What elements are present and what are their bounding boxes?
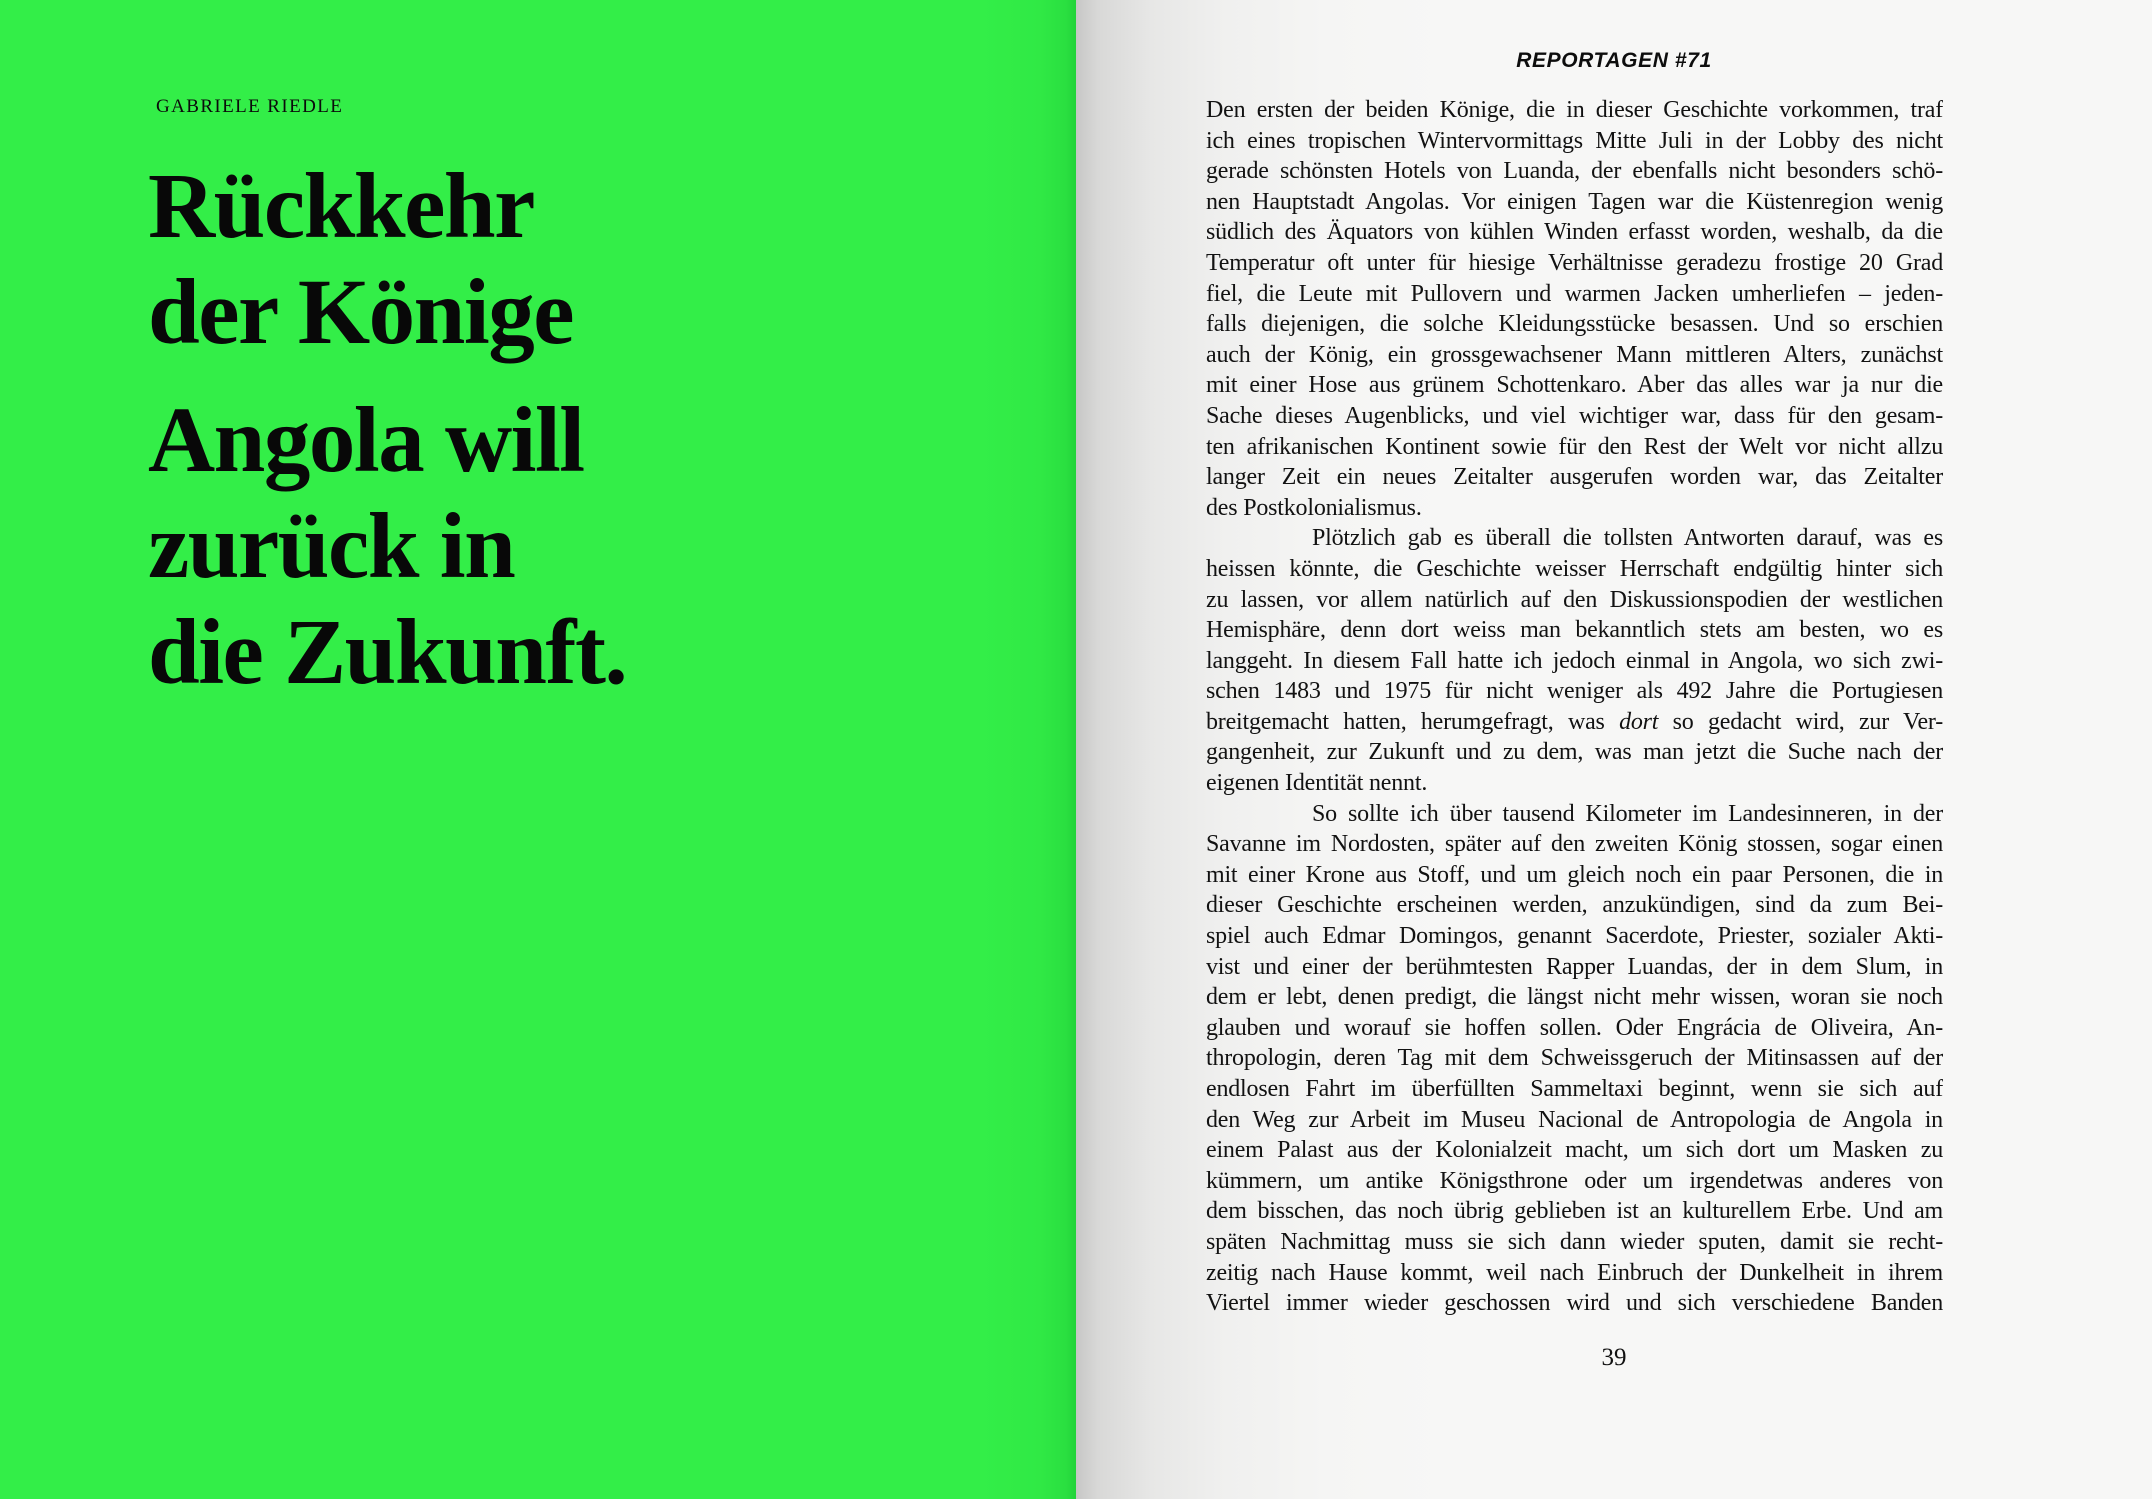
article-line: Savanne im Nordosten, später auf den zweiten König stossen, sogar einen <box>1206 831 1943 858</box>
article-line: thropologin, deren Tag mit dem Schweissgeruch der Mitinsassen auf der <box>1206 1045 1943 1072</box>
article-line: dieser Geschichte erscheinen werden, anzukündigen, sind da zum Bei- <box>1206 892 1943 919</box>
title-line: der Könige <box>148 261 574 364</box>
article-line: Den ersten der beiden Könige, die in dieser Geschichte vorkommen, traf <box>1206 97 1943 123</box>
article-line: Temperatur oft unter für hiesige Verhältnisse geradezu frostige 20 Grad <box>1206 249 1943 276</box>
article-line: ten afrikanischen Kontinent sowie für den Rest der Welt vor nicht allzu <box>1206 433 1943 460</box>
article-title <box>148 154 573 366</box>
article-line: einem Palast aus der Kolonialzeit macht, um sich dort um Masken zu <box>1206 1137 1943 1164</box>
article-line: mit einer Hose aus grünem Schottenkaro. Aber das alles war ja nur die <box>1206 372 1943 399</box>
article-line: Viertel immer wieder geschossen wird und sich verschiedene Banden <box>1206 1290 1943 1317</box>
article-line: eigenen Identität nennt. <box>1206 770 1428 797</box>
title-line: Rückkehr <box>148 155 534 258</box>
article-line: nen Hauptstadt Angolas. Vor einigen Tagen war die Küstenregion wenig <box>1206 188 1943 215</box>
article-line: So sollte ich über tausend Kilometer im Landesinneren, in der <box>1312 800 1943 827</box>
article-line: kümmern, um antike Königsthrone oder um irgendetwas anderes von <box>1206 1167 1943 1194</box>
article-line: Hemisphäre, denn dort weiss man bekanntlich stets am besten, wo es <box>1206 617 1943 644</box>
article-line: mit einer Krone aus Stoff, und um gleich noch ein paar Personen, die in <box>1206 861 1943 888</box>
article-line: breitgemacht hatten, herumgefragt, was dort so gedacht wird, zur Ver- <box>1206 708 1943 735</box>
article-line: vist und einer der berühmtesten Rapper Luandas, der in dem Slum, in <box>1206 953 1943 980</box>
article-line: zeitig nach Hause kommt, weil nach Einbruch der Dunkelheit in ihrem <box>1206 1259 1943 1286</box>
article-line: heissen könnte, die Geschichte weisser Herrschaft endgültig hinter sich <box>1206 555 1943 582</box>
article-line: glauben und worauf sie hoffen sollen. Oder Engrácia de Oliveira, An- <box>1206 1014 1943 1041</box>
article-line: spiel auch Edmar Domingos, genannt Sacerdote, Priester, sozialer Akti- <box>1206 923 1943 950</box>
article-line: späten Nachmittag muss sie sich dann wieder sputen, damit sie recht- <box>1206 1228 1943 1255</box>
article-line: dem bisschen, das noch übrig geblieben ist an kulturellem Erbe. Und am <box>1206 1198 1943 1225</box>
author-name: GABRIELE RIEDLE <box>156 96 344 117</box>
subtitle-line: zurück in <box>148 495 515 598</box>
article-line: endlosen Fahrt im überfüllten Sammeltaxi beginnt, wenn sie sich auf <box>1206 1076 1943 1102</box>
article-line: gangenheit, zur Zukunft und zu dem, was man jetzt die Suche nach der <box>1206 739 1943 766</box>
article-line: Plötzlich gab es überall die tollsten Antworten darauf, was es <box>1312 525 1943 552</box>
article-line: fiel, die Leute mit Pullovern und warmen Jacken umherliefen – jeden- <box>1206 280 1943 307</box>
article-line: des Postkolonialismus. <box>1206 494 1422 521</box>
article-line: auch der König, ein grossgewachsener Mann mittleren Alters, zunächst <box>1206 341 1943 368</box>
article-line: schen 1483 und 1975 für nicht weniger als 492 Jahre die Portugiesen <box>1206 678 1943 705</box>
article-line: langer Zeit ein neues Zeitalter ausgerufen worden war, das Zeitalter <box>1206 464 1943 491</box>
article-line: gerade schönsten Hotels von Luanda, der ebenfalls nicht besonders schö- <box>1206 158 1943 185</box>
article-line: falls diejenigen, die solche Kleidungsstücke besassen. Und so erschien <box>1206 311 1943 338</box>
article-line: südlich des Äquators von kühlen Winden erfasst worden, weshalb, da die <box>1206 219 1943 246</box>
subtitle-line: Angola will <box>148 389 584 492</box>
article-line: den Weg zur Arbeit im Museu Nacional de Antropologia de Angola in <box>1206 1106 1943 1133</box>
subtitle-line: die Zukunft. <box>148 601 627 704</box>
article-line: zu lassen, vor allem natürlich auf den Diskussionspodien der westlichen <box>1206 586 1943 613</box>
article-line: langgeht. In diesem Fall hatte ich jedoch einmal in Angola, wo sich zwi- <box>1206 647 1943 674</box>
page-number: 39 <box>1601 1344 1627 1371</box>
article-subtitle <box>148 388 626 706</box>
article-line: Sache dieses Augenblicks, und viel wichtiger war, dass für den gesam- <box>1206 402 1943 429</box>
article-line: dem er lebt, denen predigt, die längst nicht mehr wissen, woran sie noch <box>1206 984 1943 1011</box>
running-head: REPORTAGEN #71 <box>1516 49 1712 72</box>
article-line: ich eines tropischen Wintervormittags Mitte Juli in der Lobby des nicht <box>1206 127 1943 154</box>
article-body <box>1206 95 1943 1319</box>
